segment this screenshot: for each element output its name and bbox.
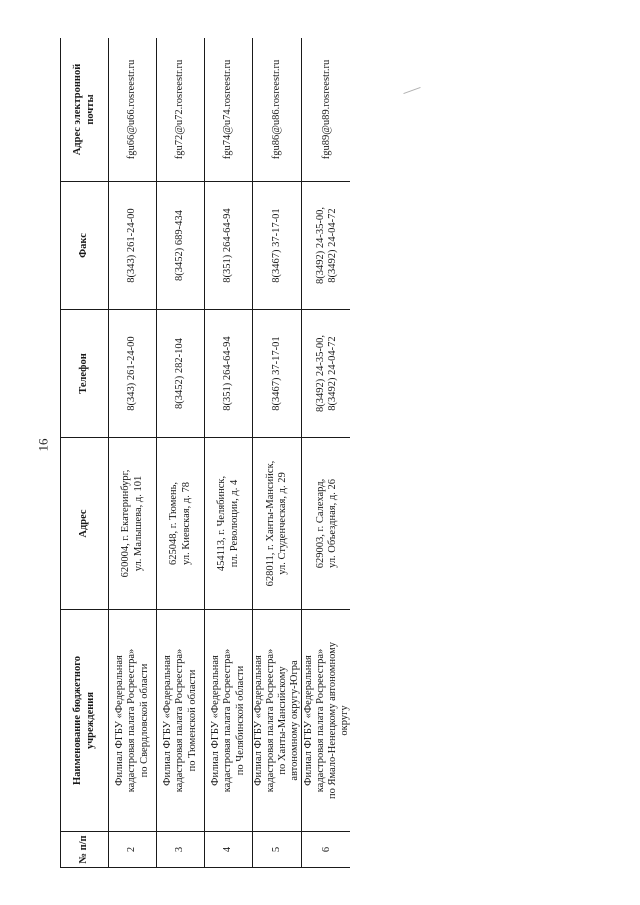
cell-address: 625048, г. Тюмень, ул. Киевская, д. 78 xyxy=(157,438,205,610)
table-row xyxy=(109,38,157,868)
table-row xyxy=(302,38,350,868)
header-num: № п/п xyxy=(61,832,109,868)
cell-address: 629003, г. Салехард, ул. Объездная, д. 26 xyxy=(302,438,350,610)
cell-email: fgu86@u86.rosreestr.ru xyxy=(253,38,302,182)
cell-email: fgu89@u89.rosreestr.ru xyxy=(302,38,350,182)
cell-num: 5 xyxy=(253,832,302,868)
cell-address: 454113, г. Челябинск, пл. Революции, д. 4 xyxy=(205,438,253,610)
cell-fax: 8(343) 261-24-00 xyxy=(109,182,157,310)
cell-num: 2 xyxy=(109,832,157,868)
header-fax: Факс xyxy=(61,182,109,310)
cell-fax: 8(3492) 24-35-00, 8(3492) 24-04-72 xyxy=(302,182,350,310)
header-email: Адрес электронной почты xyxy=(61,38,109,182)
cell-phone: 8(343) 261-24-00 xyxy=(109,310,157,438)
table-row xyxy=(205,38,253,868)
cell-num: 3 xyxy=(157,832,205,868)
header-address: Адрес xyxy=(61,438,109,610)
cell-phone: 8(3492) 24-35-00, 8(3492) 24-04-72 xyxy=(302,310,350,438)
header-phone: Телефон xyxy=(61,310,109,438)
table-header-row xyxy=(61,38,109,868)
cell-fax: 8(3452) 689-434 xyxy=(157,182,205,310)
cell-email: fgu74@u74.rosreestr.ru xyxy=(205,38,253,182)
scan-artifact xyxy=(403,87,420,94)
cell-fax: 8(351) 264-64-94 xyxy=(205,182,253,310)
page-number: 16 xyxy=(35,438,51,452)
table-row xyxy=(157,38,205,868)
cell-num: 6 xyxy=(302,832,350,868)
cell-email: fgu72@u72.rosreestr.ru xyxy=(157,38,205,182)
cell-phone: 8(3467) 37-17-01 xyxy=(253,310,302,438)
cell-name: Филиал ФГБУ «Федеральная кадастровая палата Росреестра» по Свердловской области xyxy=(109,610,157,832)
cell-address: 620004, г. Екатеринбург, ул. Малышева, д. 101 xyxy=(109,438,157,610)
table-row xyxy=(253,38,302,868)
cell-fax: 8(3467) 37-17-01 xyxy=(253,182,302,310)
cell-phone: 8(3452) 282-104 xyxy=(157,310,205,438)
cell-email: fgu66@u66.rosreestr.ru xyxy=(109,38,157,182)
header-name: Наименование бюджетного учреждения xyxy=(61,610,109,832)
cell-name: Филиал ФГБУ «Федеральная кадастровая палата Росреестра» по Ямало-Ненецкому автономному округу xyxy=(302,610,350,832)
rotated-table-area xyxy=(60,38,350,868)
table-container xyxy=(60,38,350,868)
cell-name: Филиал ФГБУ «Федеральная кадастровая палата Росреестра» по Челябинской области xyxy=(205,610,253,832)
cell-name: Филиал ФГБУ «Федеральная кадастровая палата Росреестра» по Ханты-Мансийскому автономному округу-Югра xyxy=(253,610,302,832)
institutions-table xyxy=(60,38,350,868)
cell-num: 4 xyxy=(205,832,253,868)
cell-address: 628011, г. Ханты-Мансийск, ул. Студенческая, д. 29 xyxy=(253,438,302,610)
cell-name: Филиал ФГБУ «Федеральная кадастровая палата Росреестра» по Тюменской области xyxy=(157,610,205,832)
cell-phone: 8(351) 264-64-94 xyxy=(205,310,253,438)
